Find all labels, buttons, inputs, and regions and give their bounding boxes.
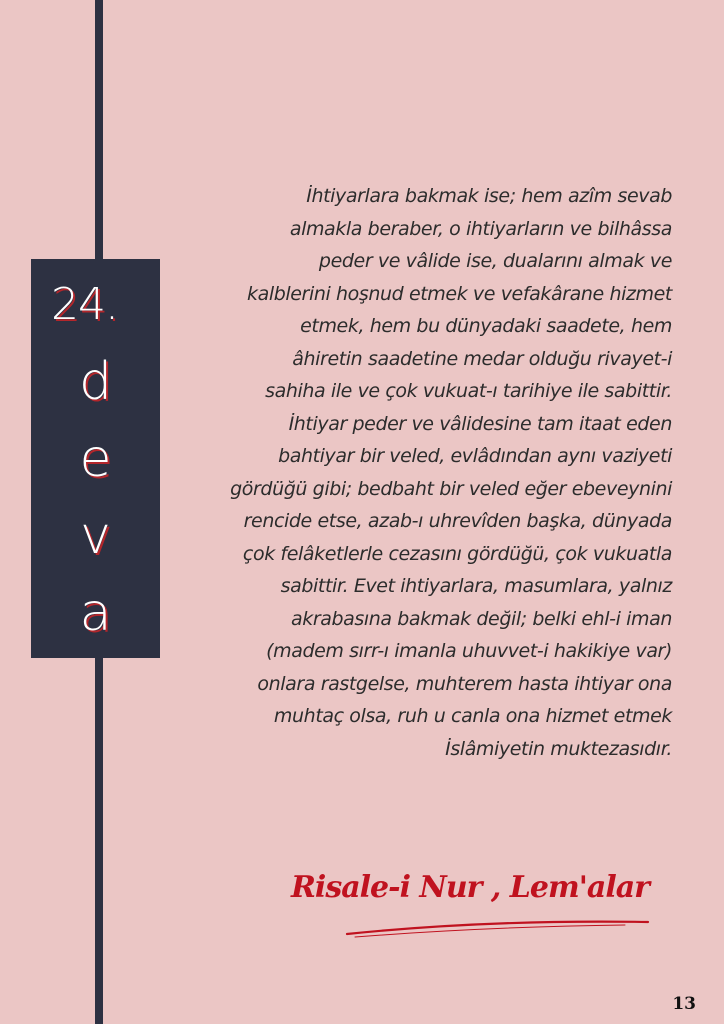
body-line: peder ve vâlide ise, dualarını almak ve bbox=[318, 250, 672, 272]
body-line: âhiretin saadetine medar olduğu rivayet-i bbox=[292, 347, 672, 370]
signature-underline-flourish bbox=[345, 912, 650, 942]
label-letters bbox=[31, 344, 160, 652]
body-line: rencide etse, azab-ı uhrevîden başka, dünyada bbox=[243, 510, 672, 532]
body-paragraph bbox=[170, 180, 672, 765]
entry-number: 24. bbox=[51, 279, 118, 330]
body-line: sabittir. Evet ihtiyarlara, masumlara, yalnız bbox=[280, 575, 672, 597]
body-line: sahiha ile ve çok vukuat-ı tarihiye ile sabittir. bbox=[265, 380, 672, 402]
body-line: onlara rastgelse, muhterem hasta ihtiyar ona bbox=[257, 672, 672, 695]
body-line: muhtaç olsa, ruh u canla ona hizmet etmek bbox=[273, 705, 672, 727]
source-signature: Risale-i Nur , Lem'alar bbox=[291, 870, 649, 905]
body-line: İhtiyar peder ve vâlidesine tam itaat eden bbox=[288, 412, 672, 435]
label-letter-e: e bbox=[79, 429, 112, 489]
label-letter-a: a bbox=[79, 583, 112, 643]
body-line: İslâmiyetin muktezasıdır. bbox=[445, 737, 672, 760]
body-line: İhtiyarlara bakmak ise; hem azîm sevab bbox=[306, 185, 672, 207]
body-line: çok felâketlerle cezasını gördüğü, çok vukuatla bbox=[242, 542, 672, 565]
body-line: bahtiyar bir veled, evlâdından aynı vaziyeti bbox=[278, 445, 672, 467]
sidebar-label-box bbox=[31, 259, 160, 658]
body-line: gördüğü gibi; bedbaht bir veled eğer ebeveynini bbox=[230, 477, 672, 500]
body-line: etmek, hem bu dünyadaki saadete, hem bbox=[300, 315, 672, 337]
body-line: (madem sırr-ı imanla uhuvvet-i hakikiye var) bbox=[266, 640, 672, 662]
body-line: kalblerini hoşnud etmek ve vefakârane hizmet bbox=[247, 282, 672, 305]
label-letter-v: v bbox=[80, 506, 111, 566]
label-letter-d: d bbox=[78, 352, 112, 412]
page-number: 13 bbox=[672, 994, 696, 1014]
body-line: almakla beraber, o ihtiyarların ve bilhâssa bbox=[289, 217, 672, 240]
body-line: akrabasına bakmak değil; belki ehl-i iman bbox=[290, 607, 672, 630]
